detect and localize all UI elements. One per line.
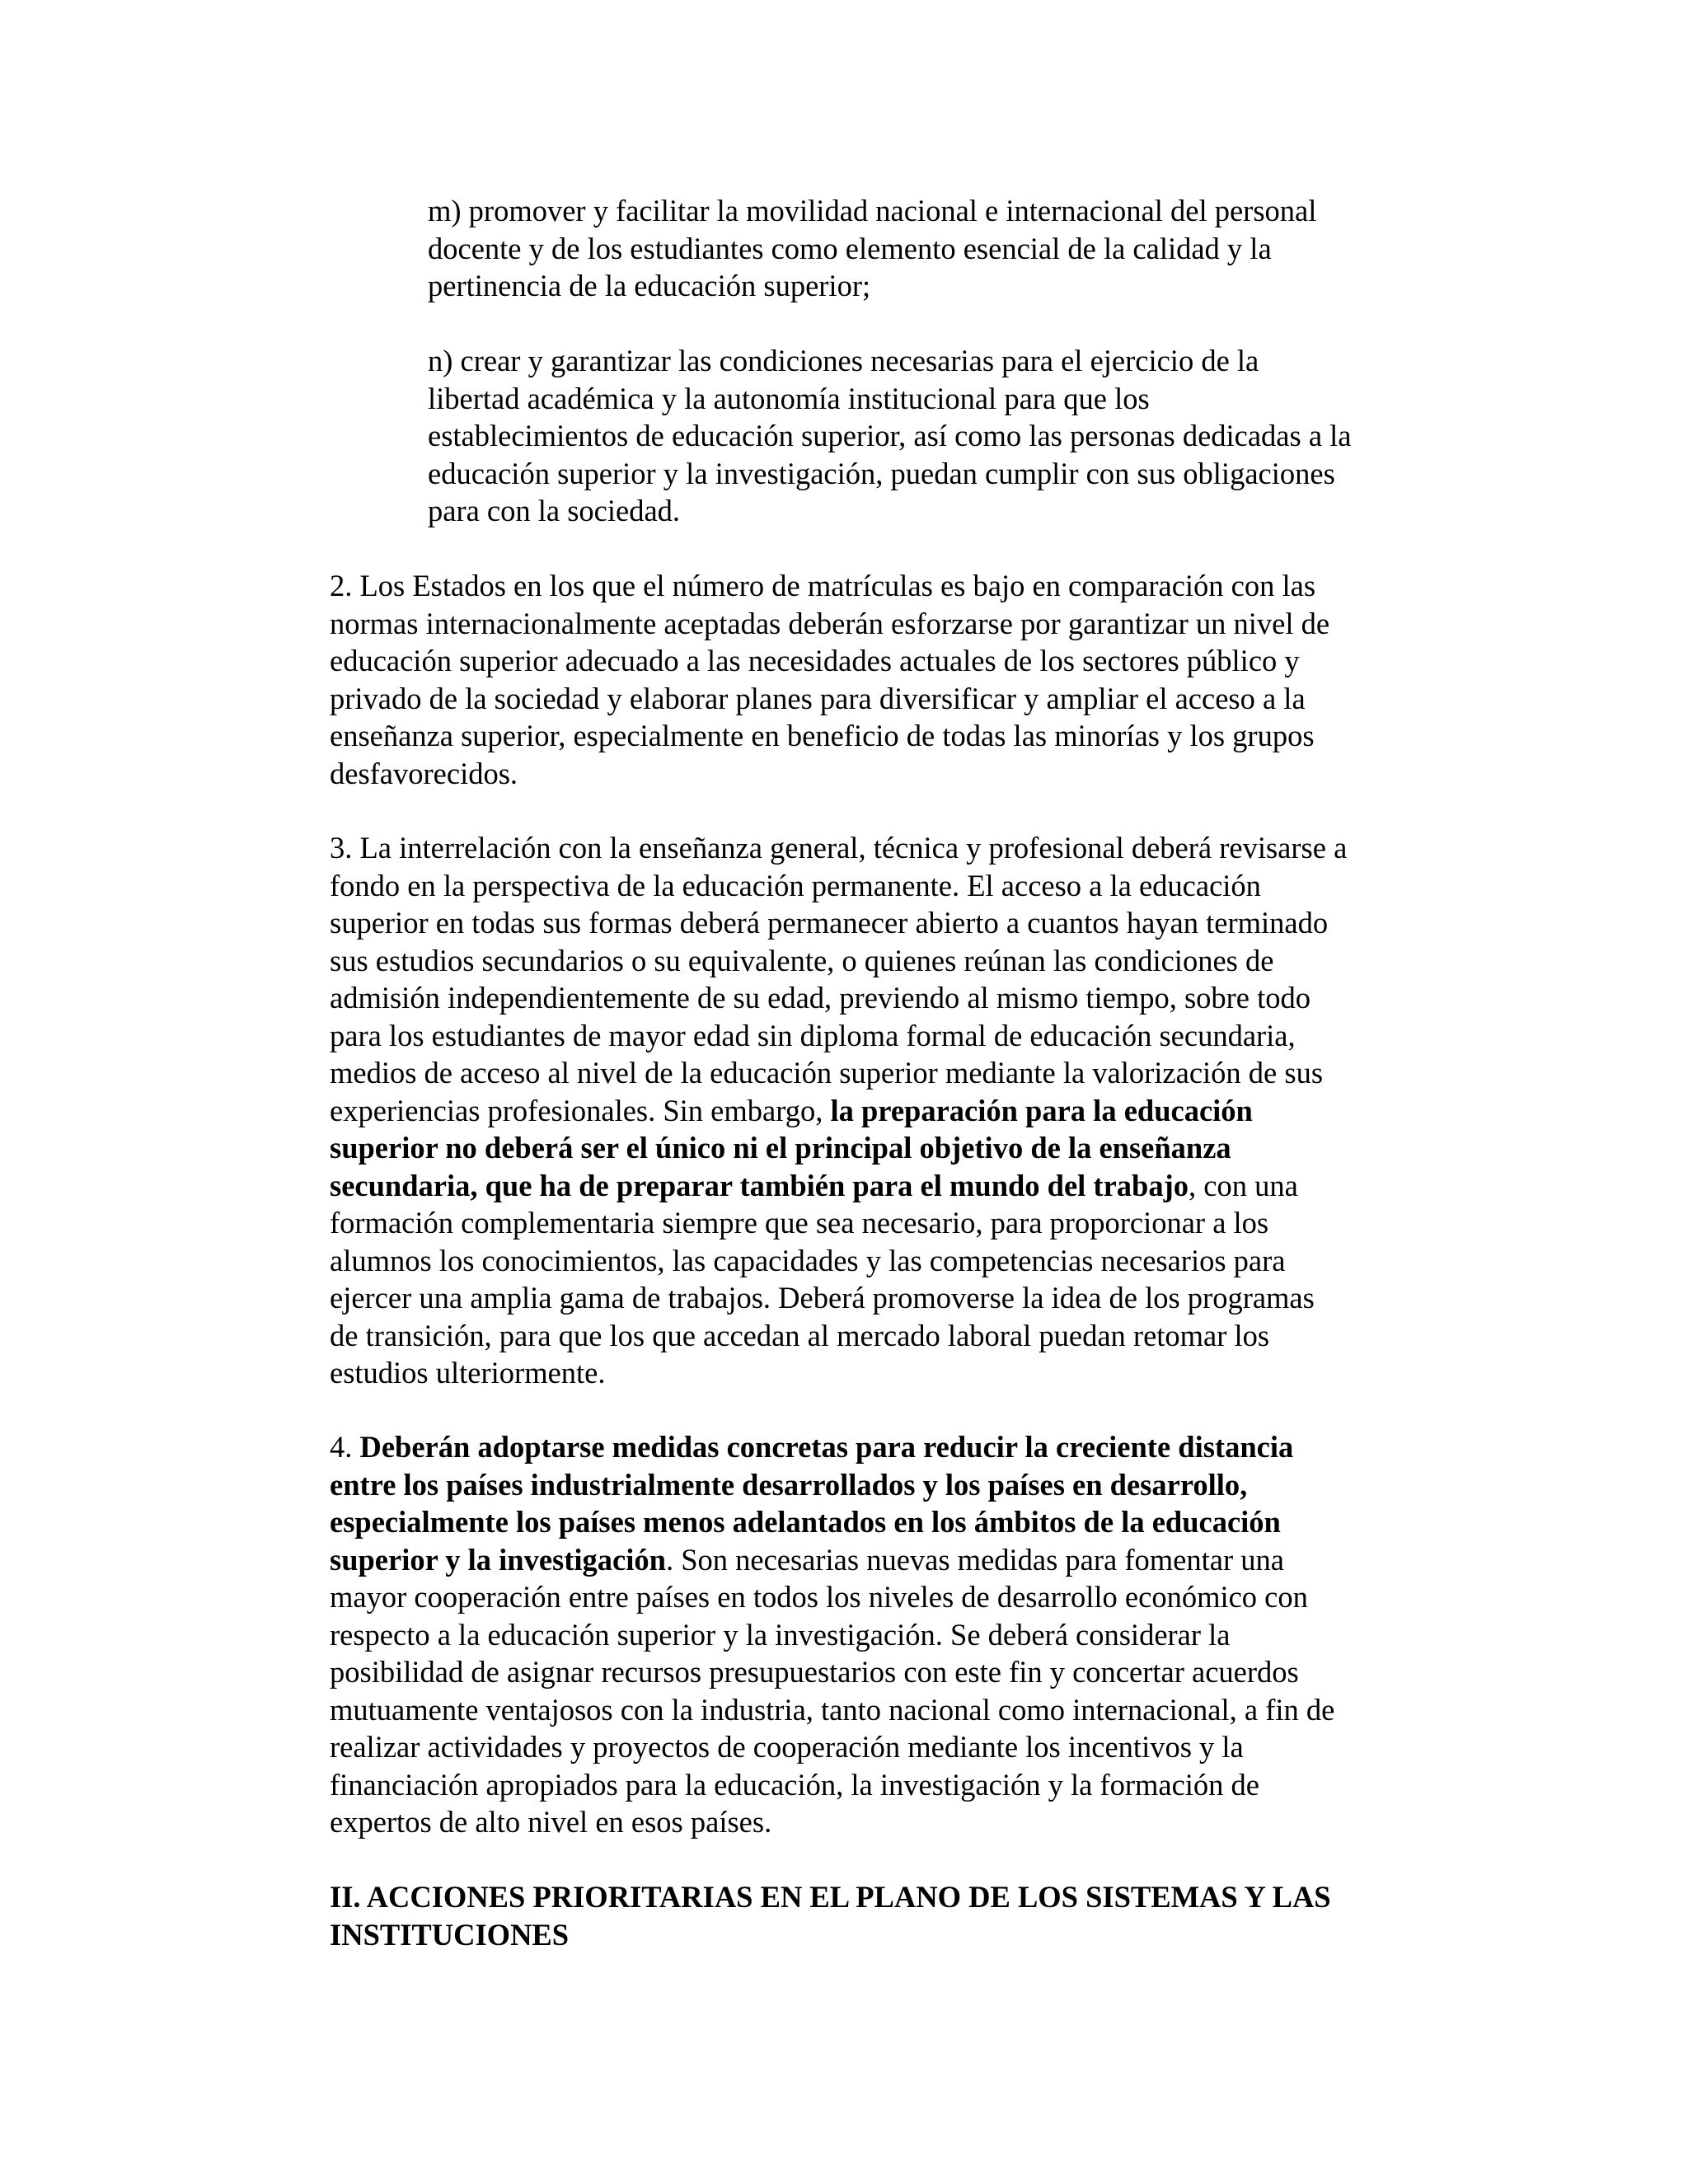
text-line: estudios ulteriormente. xyxy=(330,1356,606,1390)
text-run: 4. xyxy=(330,1430,360,1464)
emphasis-text: Deberán adoptarse medidas concretas para reducir la creciente distancia xyxy=(359,1430,1294,1464)
text-line: mayor cooperación entre países en todos los niveles de desarrollo económico con xyxy=(330,1580,1308,1614)
emphasis-text: secundaria, que ha de preparar también para el mundo del trabajo xyxy=(330,1168,1189,1202)
text-line: admisión independientemente de su edad, previendo al mismo tiempo, sobre todo xyxy=(330,981,1311,1015)
text-line: mutuamente ventajosos con la industria, tanto nacional como internacional, a fin de xyxy=(330,1692,1335,1727)
text-line: pertinencia de la educación superior; xyxy=(428,269,871,302)
emphasis-text: la preparación para la educación xyxy=(830,1093,1253,1127)
text-line: formación complementaria siempre que sea necesario, para proporcionar a los xyxy=(330,1206,1269,1240)
text-line: 3. La interrelación con la enseñanza general, técnica y profesional deberá revisarse a xyxy=(330,831,1348,865)
text-line: expertos de alto nivel en esos países. xyxy=(330,1805,772,1839)
heading-line: INSTITUCIONES xyxy=(330,1917,570,1952)
text-line xyxy=(330,1167,1347,1205)
emphasis-text: especialmente los países menos adelantados en los ámbitos de la educación xyxy=(330,1505,1281,1539)
heading-line: II. ACCIONES PRIORITARIAS EN EL PLANO DE LOS SISTEMAS Y LAS xyxy=(330,1880,1331,1914)
text-line: n) crear y garantizar las condiciones necesarias para el ejercicio de la xyxy=(428,344,1259,377)
text-line xyxy=(330,1466,1334,1504)
text-line: alumnos los conocimientos, las capacidades y las competencias necesarios para xyxy=(330,1243,1286,1277)
emphasis-text: superior y la investigación xyxy=(330,1542,666,1577)
section-heading xyxy=(330,1878,1331,1953)
paragraph-4 xyxy=(330,1428,1334,1841)
text-line: educación superior adecuado a las necesidades actuales de los sectores público y xyxy=(330,644,1300,677)
text-line xyxy=(330,1503,1334,1541)
emphasis-text: superior no deberá ser el único ni el principal objetivo de la enseñanza xyxy=(330,1131,1231,1165)
text-line: fondo en la perspectiva de la educación permanente. El acceso a la educación xyxy=(330,868,1261,902)
paragraph-2 xyxy=(330,567,1329,792)
text-run: experiencias profesionales. Sin embargo, xyxy=(330,1093,831,1127)
text-line xyxy=(330,1541,1334,1579)
text-line: enseñanza superior, especialmente en beneficio de todas las minorías y los grupos xyxy=(330,719,1315,752)
text-line: libertad académica y la autonomía institucional para que los xyxy=(428,381,1150,415)
list-item-m xyxy=(428,192,1316,305)
text-line: desfavorecidos. xyxy=(330,756,518,790)
text-line: posibilidad de asignar recursos presupuestarios con este fin y concertar acuerdos xyxy=(330,1655,1299,1689)
text-line: sus estudios secundarios o su equivalente, o quienes reúnan las condiciones de xyxy=(330,943,1274,977)
text-line xyxy=(330,1428,1334,1466)
text-line: para con la sociedad. xyxy=(428,494,681,527)
text-line: privado de la sociedad y elaborar planes para diversificar y ampliar el acceso a la xyxy=(330,681,1306,715)
emphasis-text: entre los países industrialmente desarrollados y los países en desarrollo, xyxy=(330,1467,1248,1502)
text-line: financiación apropiados para la educación, la investigación y la formación de xyxy=(330,1767,1259,1802)
text-line: establecimientos de educación superior, así como las personas dedicadas a la xyxy=(428,419,1352,452)
list-item-n xyxy=(428,342,1352,530)
text-line xyxy=(330,1092,1347,1130)
text-line: educación superior y la investigación, puedan cumplir con sus obligaciones xyxy=(428,456,1335,490)
text-line: docente y de los estudiantes como elemento esencial de la calidad y la xyxy=(428,231,1272,265)
text-line: ejercer una amplia gama de trabajos. Deberá promoverse la idea de los programas xyxy=(330,1281,1315,1315)
text-line: para los estudiantes de mayor edad sin diploma formal de educación secundaria, xyxy=(330,1018,1296,1052)
text-run: . Son necesarias nuevas medidas para fomentar una xyxy=(665,1542,1284,1577)
text-line: de transición, para que los que accedan al mercado laboral puedan retomar los xyxy=(330,1318,1270,1352)
paragraph-3 xyxy=(330,829,1347,1392)
text-line xyxy=(330,1129,1347,1167)
text-line: normas internacionalmente aceptadas deberán esforzarse por garantizar un nivel de xyxy=(330,606,1330,640)
text-run: , con una xyxy=(1189,1168,1298,1202)
text-line: realizar actividades y proyectos de cooperación mediante los incentivos y la xyxy=(330,1730,1244,1764)
text-line: superior en todas sus formas deberá permanecer abierto a cuantos hayan terminado xyxy=(330,906,1329,940)
text-line: m) promover y facilitar la movilidad nacional e internacional del personal xyxy=(428,194,1317,227)
text-line: medios de acceso al nivel de la educación superior mediante la valorización de sus xyxy=(330,1056,1324,1090)
text-line: respecto a la educación superior y la investigación. Se deberá considerar la xyxy=(330,1617,1231,1652)
text-line: 2. Los Estados en los que el número de matrículas es bajo en comparación con las xyxy=(330,569,1316,602)
